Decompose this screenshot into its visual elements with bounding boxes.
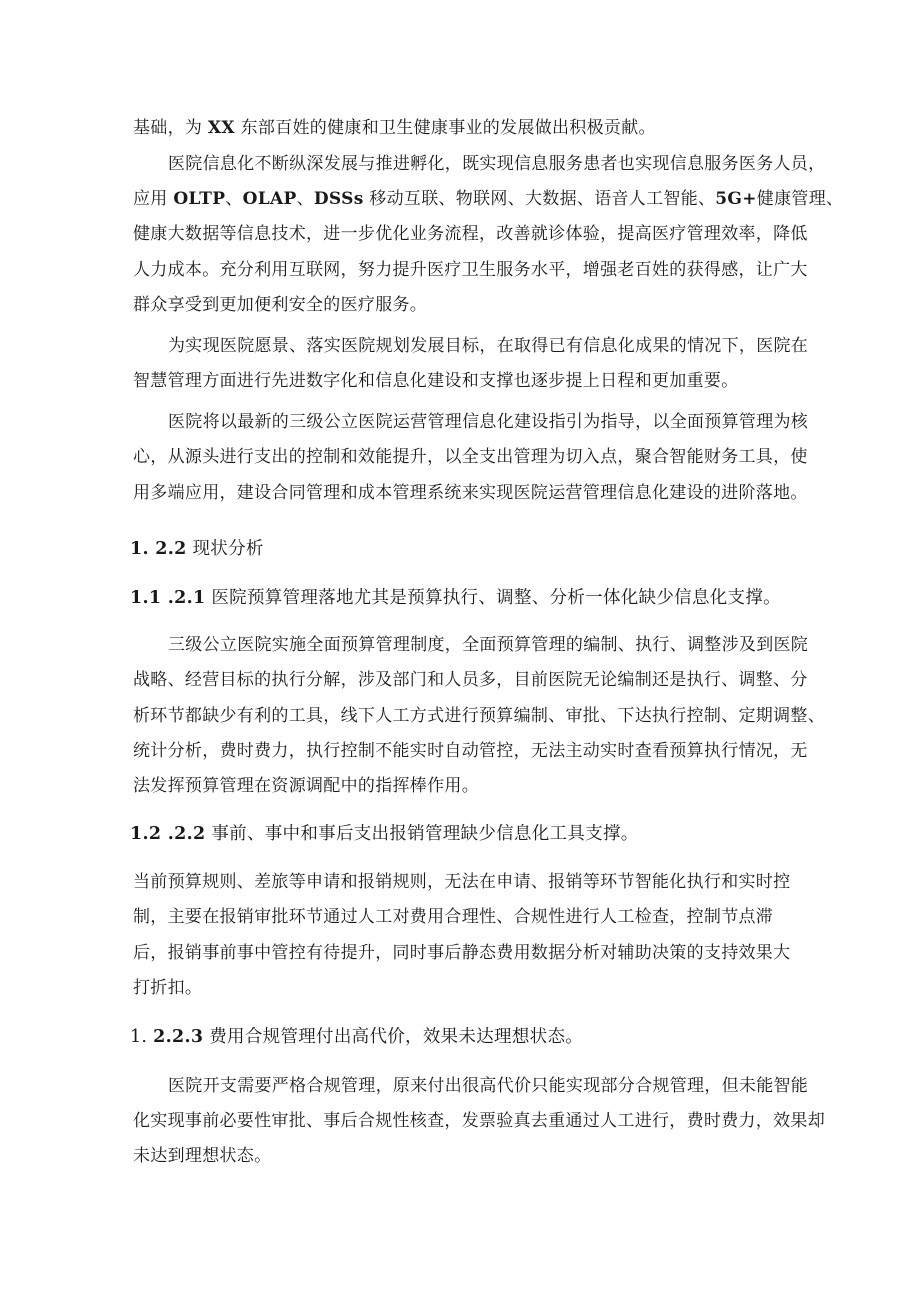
bold-text-run: 1. 2.2 bbox=[130, 539, 187, 559]
subsection-heading bbox=[130, 586, 781, 610]
bold-text-run: DSSs bbox=[313, 189, 364, 209]
text-run: 人力成本。充分利用互联网，努力提升医疗卫生服务水平，增强老百姓的获得感，让广大 bbox=[133, 260, 808, 280]
text-run: 费用合规管理付出高代价，效果未达理想状态。 bbox=[203, 1027, 584, 1047]
text-run: 移动互联、物联网、大数据、语音人工智能、 bbox=[363, 189, 716, 209]
text-run: 健康大数据等信息技术，进一步优化业务流程，改善就诊体验，提高医疗管理效率，降低 bbox=[133, 224, 808, 244]
text-run: 、 bbox=[296, 189, 314, 209]
paragraph-line bbox=[133, 739, 808, 763]
text-run: 医院开支需要严格合规管理，原来付出很高代价只能实现部分合规管理，但未能智能 bbox=[168, 1076, 809, 1096]
bold-text-run: 1.2 .2.2 bbox=[130, 824, 206, 844]
text-run: 制，主要在报销审批环节通过人工对费用合理性、合规性进行人工检查，控制节点滞 bbox=[133, 907, 774, 927]
text-run: 医院将以最新的三级公立医院运营管理信息化建设指引为指导，以全面预算管理为核 bbox=[168, 412, 809, 432]
paragraph-line bbox=[133, 1144, 271, 1168]
text-run: 事前、事中和事后支出报销管理缺少信息化工具支撑。 bbox=[205, 824, 639, 844]
subsection-heading bbox=[130, 822, 639, 846]
paragraph-line bbox=[168, 633, 808, 657]
text-run: 1. bbox=[130, 1027, 154, 1047]
text-run: 化实现事前必要性审批、事后合规性核查，发票验真去重通过人工进行，费时费力，效果却 bbox=[133, 1111, 825, 1131]
text-run: 群众享受到更加便利安全的医疗服务。 bbox=[133, 295, 428, 315]
text-run: 当前预算规则、差旅等申请和报销规则，无法在申请、报销等环节智能化执行和实时控 bbox=[133, 872, 791, 892]
bold-text-run: XX bbox=[207, 118, 235, 138]
paragraph-line bbox=[133, 222, 808, 246]
text-run: 为实现医院愿景、落实医院规划发展目标，在取得已有信息化成果的情况下，医院在 bbox=[168, 336, 809, 356]
text-run: 打折扣。 bbox=[133, 978, 203, 998]
paragraph-line bbox=[133, 668, 808, 692]
section-heading bbox=[130, 537, 264, 561]
paragraph-line bbox=[133, 905, 773, 929]
text-run: 心，从源头进行支出的控制和效能提升，以全支出管理为切入点，聚合智能财务工具，使 bbox=[133, 447, 808, 467]
paragraph-line bbox=[168, 334, 808, 358]
paragraph-line bbox=[133, 774, 479, 798]
text-run: 用多端应用，建设合同管理和成本管理系统来实现医院运营管理信息化建设的进阶落地。 bbox=[133, 483, 808, 503]
text-run: 统计分析，费时费力，执行控制不能实时自动管控，无法主动实时查看预算执行情况，无 bbox=[133, 741, 808, 761]
text-run: 法发挥预算管理在资源调配中的指挥棒作用。 bbox=[133, 776, 479, 796]
bold-text-run: 1.1 .2.1 bbox=[130, 588, 206, 608]
text-run: 未达到理想状态。 bbox=[133, 1146, 272, 1166]
text-run: 析环节都缺少有利的工具，线下人工方式进行预算编制、审批、下达执行控制、定期调整、 bbox=[133, 706, 825, 726]
text-run: 、 bbox=[225, 189, 243, 209]
bold-text-run: OLAP bbox=[242, 189, 297, 209]
bold-text-run: 2.2.3 bbox=[153, 1027, 204, 1047]
paragraph-line bbox=[133, 187, 843, 211]
text-run: 战略、经营目标的执行分解，涉及部门和人员多，目前医院无论编制还是执行、调整、分 bbox=[133, 670, 808, 690]
paragraph-line bbox=[168, 410, 808, 434]
text-run: 后，报销事前事中管控有待提升，同时事后静态费用数据分析对辅助决策的支持效果大 bbox=[133, 943, 791, 963]
paragraph-line bbox=[133, 976, 202, 1000]
paragraph-line bbox=[133, 258, 808, 282]
bold-text-run: OLTP bbox=[173, 189, 226, 209]
paragraph-line bbox=[168, 1074, 808, 1098]
subsection-heading bbox=[130, 1025, 583, 1049]
bold-text-run: 5G+ bbox=[715, 189, 757, 209]
paragraph-line bbox=[133, 293, 427, 317]
text-run: 东部百姓的健康和卫生健康事业的发展做出积极贡献。 bbox=[234, 118, 656, 138]
paragraph-line bbox=[133, 941, 790, 965]
text-run: 健康管理、 bbox=[756, 189, 844, 209]
text-run: 医院信息化不断纵深发展与推进孵化，既实现信息服务患者也实现信息服务医务人员， bbox=[168, 154, 826, 174]
paragraph-line bbox=[133, 481, 808, 505]
text-run: 应用 bbox=[133, 189, 174, 209]
text-run: 三级公立医院实施全面预算管理制度，全面预算管理的编制、执行、调整涉及到医院 bbox=[168, 635, 809, 655]
text-run: 智慧管理方面进行先进数字化和信息化建设和支撑也逐步提上日程和更加重要。 bbox=[133, 371, 739, 391]
paragraph-line bbox=[133, 1109, 825, 1133]
text-run: 现状分析 bbox=[186, 539, 264, 559]
paragraph-line bbox=[133, 870, 790, 894]
paragraph-line bbox=[133, 704, 825, 728]
text-run: 基础，为 bbox=[133, 118, 208, 138]
paragraph-line bbox=[133, 445, 808, 469]
paragraph-line bbox=[168, 152, 825, 176]
text-run: 医院预算管理落地尤其是预算执行、调整、分析一体化缺少信息化支撑。 bbox=[205, 588, 781, 608]
paragraph-line bbox=[133, 116, 656, 140]
paragraph-line bbox=[133, 369, 739, 393]
